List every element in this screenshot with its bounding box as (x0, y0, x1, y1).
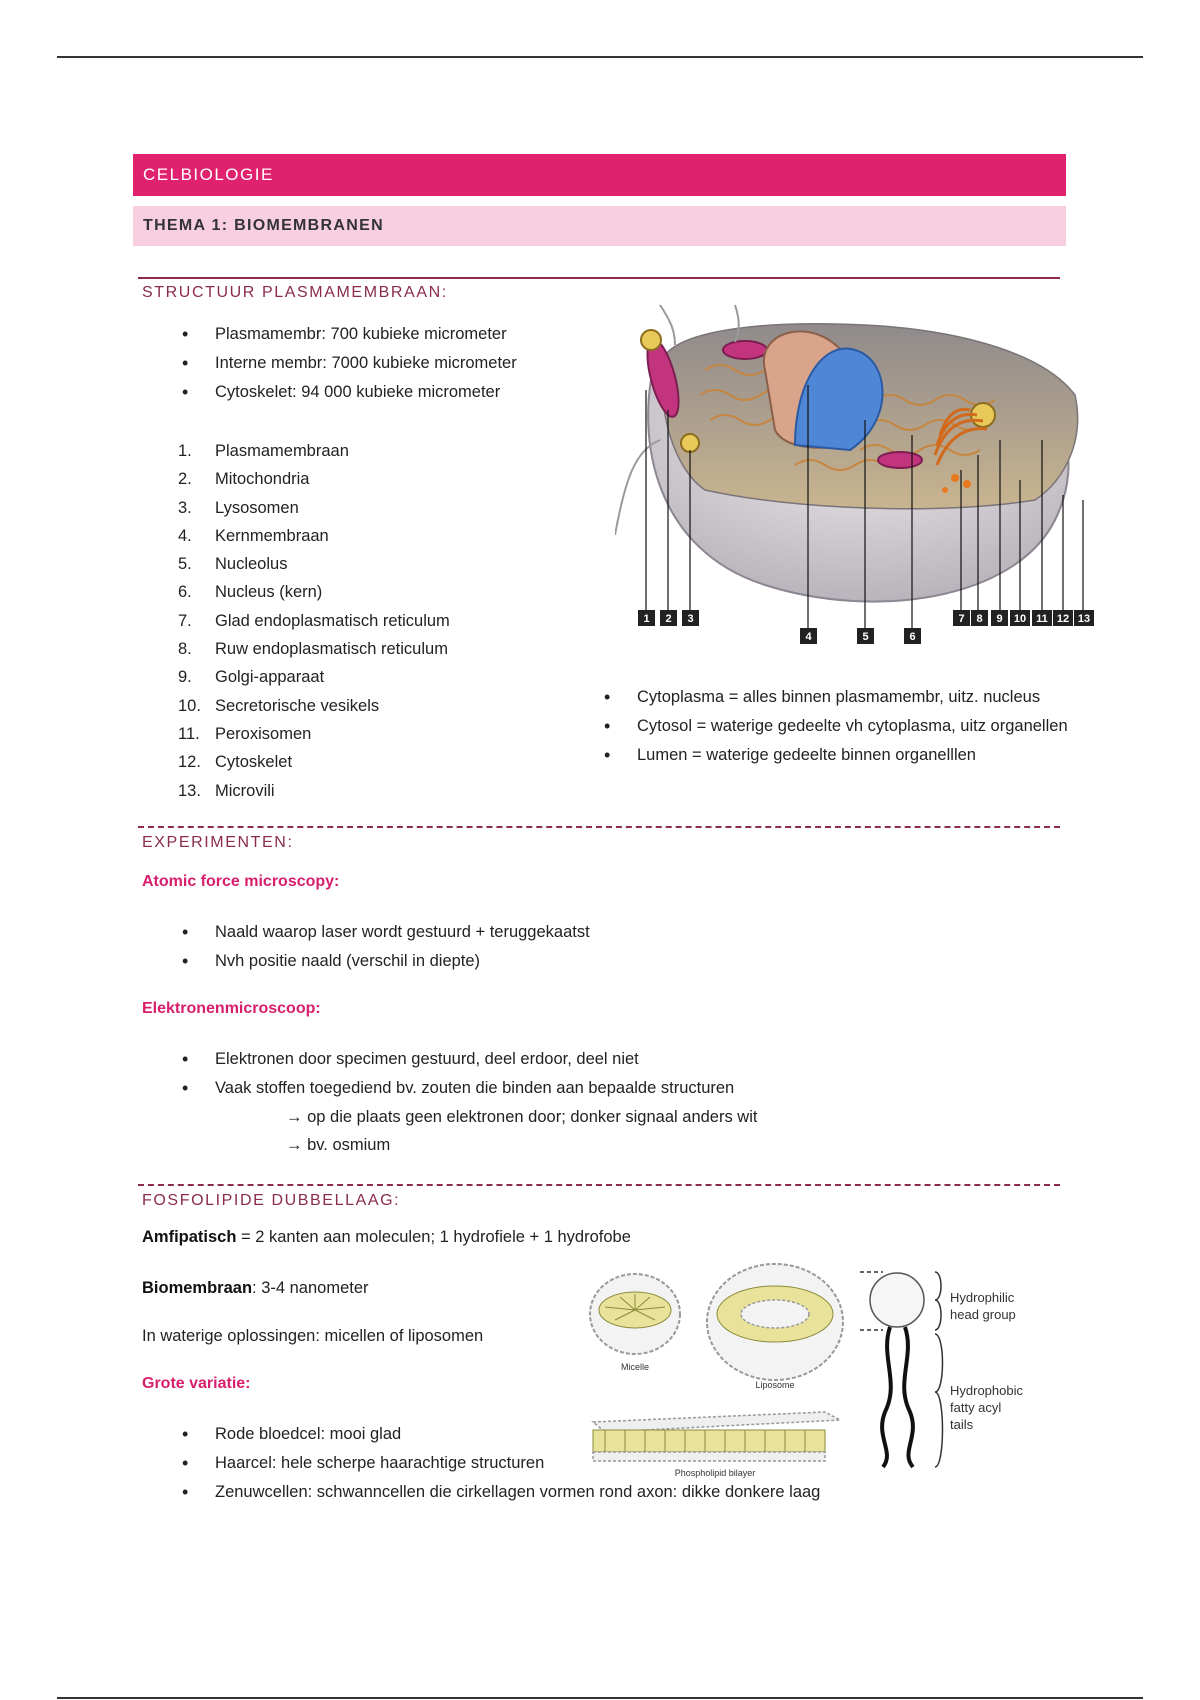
hydrophilic-label: Hydrophilic (950, 1290, 1015, 1305)
cell-label-9: 9 (996, 613, 1003, 625)
section-divider (138, 1184, 1060, 1186)
list-item: • Lumen = waterige gedeelte binnen organelllen (637, 741, 1068, 770)
document-title: CELBIOLOGIE (133, 154, 1066, 196)
afm-bullet-list (215, 918, 590, 976)
list-item: 2. Mitochondria (178, 470, 310, 489)
structuur-bullet-list (215, 320, 517, 407)
section-heading-structuur: STRUCTUUR PLASMAMEMBRAAN: (142, 284, 448, 301)
term: Biomembraan (142, 1279, 253, 1297)
variatie-heading: Grote variatie: (142, 1375, 251, 1392)
animal-cell-illustration (615, 300, 1110, 655)
list-item: 13. Microvili (178, 781, 275, 800)
list-item: • Rode bloedcel: mooi glad (215, 1420, 820, 1449)
bilayer-illustration (593, 1412, 840, 1478)
em-arrow-note: → op die plaats geen elektronen door; donker signaal anders wit (286, 1108, 758, 1126)
list-item: 4. Kernmembraan (178, 526, 329, 545)
list-item: • Vaak stoffen toegediend bv. zouten die binden aan bepaalde structuren (215, 1074, 734, 1103)
list-item: • Cytoskelet: 94 000 kubieke micrometer (215, 378, 517, 407)
list-item: • Cytosol = waterige gedeelte vh cytoplasma, uitz organellen (637, 712, 1068, 741)
list-item: • Cytoplasma = alles binnen plasmamembr, uitz. nucleus (637, 683, 1068, 712)
page-top-rule (57, 56, 1143, 58)
list-item: 3. Lysosomen (178, 498, 299, 517)
list-item: 1. Plasmamembraan (178, 442, 349, 460)
theme-title: THEMA 1: BIOMEMBRANEN (133, 206, 1066, 246)
liposome-label: Liposome (755, 1380, 795, 1390)
micelle-illustration (590, 1274, 680, 1372)
cell-label-7: 7 (958, 613, 965, 625)
section-heading-fosfolipide: FOSFOLIPIDE DUBBELLAAG: (142, 1192, 401, 1209)
cell-label-12: 12 (1056, 613, 1070, 625)
phospholipid-molecule-illustration (860, 1272, 1023, 1467)
section-rule (138, 277, 1060, 279)
tails-label: tails (950, 1417, 974, 1432)
cell-label-4: 4 (805, 631, 812, 643)
em-arrow-note: → bv. osmium (286, 1136, 391, 1154)
cell-label-10: 10 (1013, 613, 1027, 625)
cell-label-13: 13 (1077, 613, 1091, 625)
definitions-list (637, 683, 1068, 770)
list-item: • Haarcel: hele scherpe haarachtige structuren (215, 1449, 820, 1478)
list-item: 6. Nucleus (kern) (178, 583, 323, 602)
list-item: 9. Golgi-apparaat (178, 668, 325, 687)
em-heading: Elektronenmicroscoop: (142, 1000, 321, 1017)
section-heading-experimenten: EXPERIMENTEN: (142, 834, 294, 851)
hydrophobic-label: Hydrophobic (950, 1383, 1023, 1398)
em-bullet-list (215, 1045, 734, 1103)
list-item: 10. Secretorische vesikels (178, 696, 380, 715)
amfipatisch-line: Amfipatisch = 2 kanten aan moleculen; 1 hydrofiele + 1 hydrofobe (142, 1228, 631, 1246)
list-item: • Interne membr: 7000 kubieke micrometer (215, 349, 517, 378)
list-item: • Elektronen door specimen gestuurd, deel erdoor, deel niet (215, 1045, 734, 1074)
waterig-line: In waterige oplossingen: micellen of liposomen (142, 1327, 484, 1345)
organelle-numbered-list (178, 437, 450, 805)
cell-label-8: 8 (976, 613, 983, 625)
section-divider (138, 826, 1060, 828)
page-bottom-rule (57, 1697, 1143, 1699)
liposome-illustration (707, 1264, 843, 1390)
list-item: • Naald waarop laser wordt gestuurd + teruggekaatst (215, 918, 590, 947)
list-item: 5. Nucleolus (178, 555, 288, 574)
bilayer-label: Phospholipid bilayer (674, 1468, 756, 1478)
biomembraan-line: Biomembraan: 3-4 nanometer (142, 1279, 369, 1297)
cell-label-1: 1 (643, 613, 650, 625)
cell-label-11: 11 (1036, 613, 1048, 625)
list-item: • Zenuwcellen: schwanncellen die cirkellagen vormen rond axon: dikke donkere laag (215, 1478, 820, 1507)
cell-label-5: 5 (862, 631, 869, 643)
term: Amfipatisch (142, 1228, 237, 1246)
cell-label-6: 6 (909, 631, 916, 643)
fatty-acyl-label: fatty acyl (950, 1400, 1002, 1415)
micelle-label: Micelle (620, 1362, 650, 1372)
afm-heading: Atomic force microscopy: (142, 873, 340, 890)
list-item: 8. Ruw endoplasmatisch reticulum (178, 640, 448, 659)
list-item: 12. Cytoskelet (178, 753, 293, 772)
cell-label-3: 3 (687, 613, 694, 625)
list-item: • Nvh positie naald (verschil in diepte) (215, 947, 590, 976)
list-item: • Plasmamembr: 700 kubieke micrometer (215, 320, 517, 349)
list-item: 7. Glad endoplasmatisch reticulum (178, 611, 450, 630)
phospholipid-illustration (585, 1262, 1045, 1484)
cell-label-2: 2 (665, 613, 672, 625)
list-item: 11. Peroxisomen (178, 724, 312, 743)
head-group-label: head group (950, 1307, 1016, 1322)
